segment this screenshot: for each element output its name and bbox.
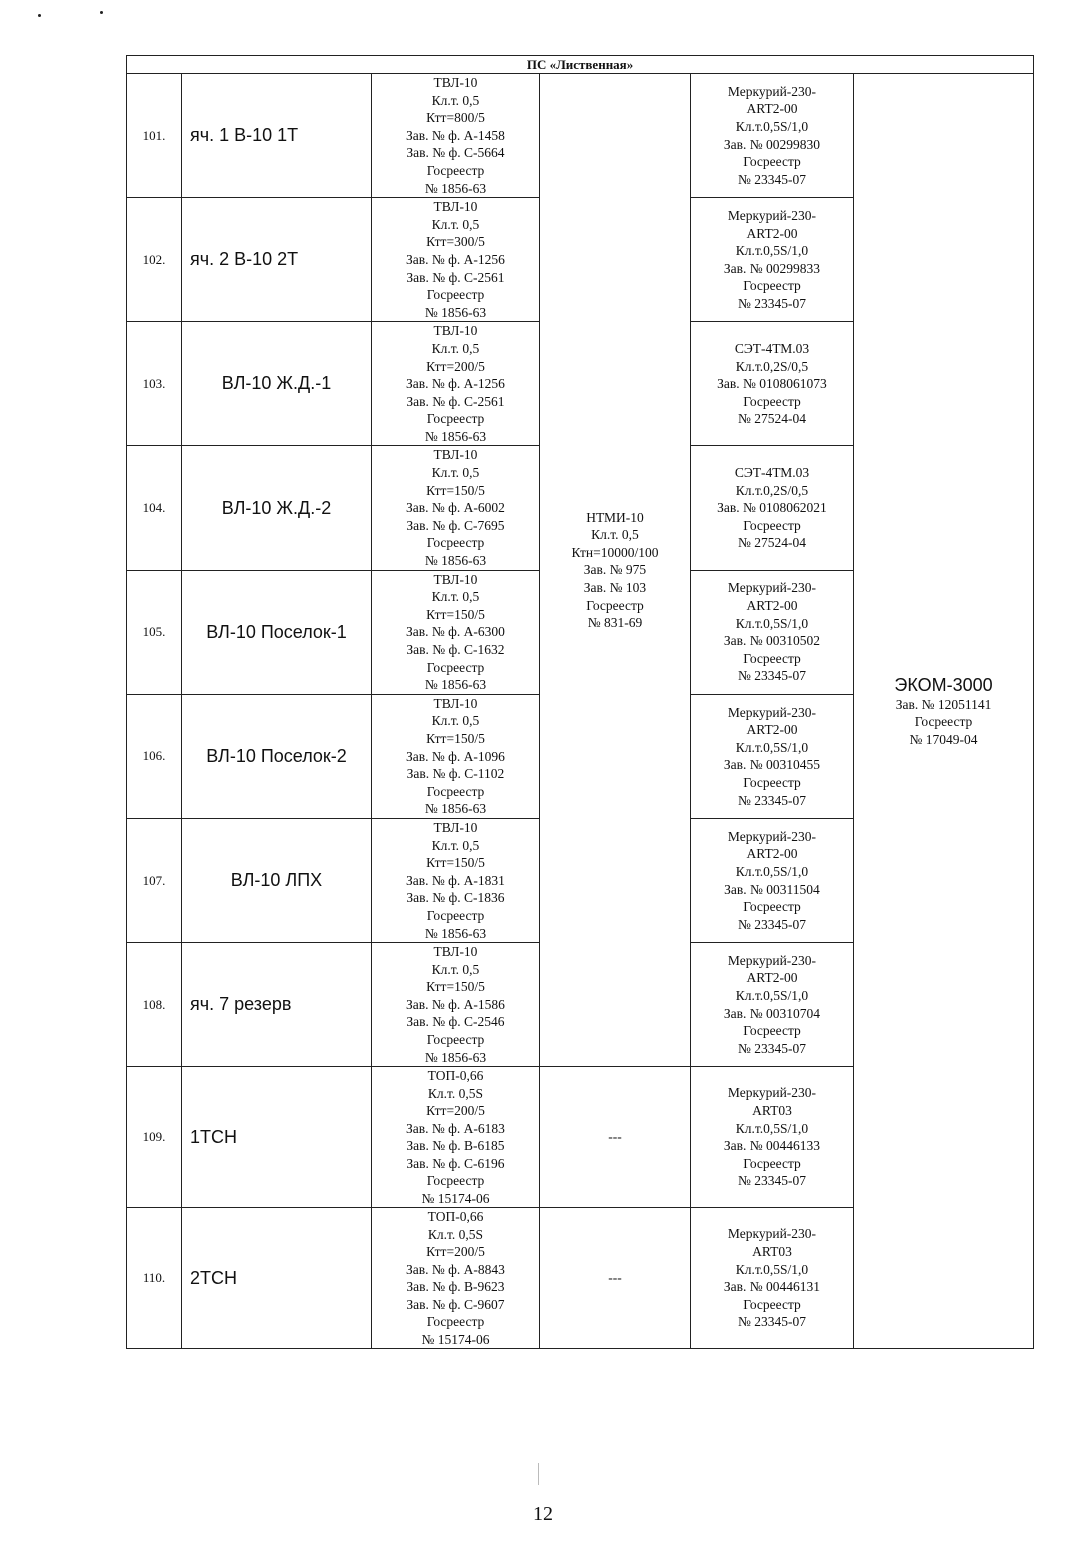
- current-transformer: [372, 446, 540, 570]
- connection-name: ВЛ-10 Поселок-1: [182, 570, 372, 694]
- meter-line: Меркурий-230-: [727, 828, 817, 844]
- ct-line: Госреестр: [426, 1173, 485, 1189]
- current-transformer: [372, 198, 540, 322]
- meter-line: Госреестр: [743, 1023, 801, 1039]
- meter-line: № 23345-07: [737, 792, 806, 808]
- ct-line: Зав. № ф. С-6196: [406, 1155, 505, 1171]
- current-transformer: [372, 570, 540, 694]
- collector-line: Зав. № 12051141: [895, 696, 992, 712]
- vt-line: № 831-69: [587, 615, 643, 631]
- ct-line: Ктт=150/5: [426, 606, 485, 622]
- row-number: 101.: [127, 74, 182, 198]
- ct-line: № 1856-63: [424, 1049, 487, 1065]
- vt-line: Зав. № 975: [583, 562, 647, 578]
- current-transformer: [372, 943, 540, 1067]
- ct-line: № 1856-63: [424, 677, 487, 693]
- ct-line: Зав. № ф. С-2546: [406, 1014, 505, 1030]
- ct-line: Кл.т. 0,5S: [427, 1226, 484, 1242]
- ct-line: Госреестр: [426, 162, 485, 178]
- connection-name: 2ТСН: [182, 1208, 372, 1349]
- current-transformer: [372, 818, 540, 942]
- meter-line: Зав. № 00310455: [723, 757, 821, 773]
- ct-line: Госреестр: [426, 411, 485, 427]
- ct-line: Зав. № ф. С-1632: [406, 642, 505, 657]
- collector-name: ЭКОМ-3000: [894, 674, 993, 695]
- meter-line: Зав. № 0108061073: [717, 376, 827, 392]
- scan-mark: [538, 1463, 539, 1485]
- ct-line: Ктт=300/5: [426, 234, 485, 250]
- meter-line: ART2-00: [746, 598, 798, 614]
- ct-line: Госреестр: [426, 287, 485, 303]
- meter-line: Меркурий-230-: [727, 83, 817, 99]
- ct-line: ТОП-0,66: [427, 1209, 484, 1225]
- meter-line: Кл.т.0,2S/0,5: [735, 482, 809, 498]
- meter-line: ART03: [752, 1103, 792, 1119]
- collector-line: № 17049-04: [909, 731, 978, 747]
- ct-line: Госреестр: [426, 783, 485, 799]
- ct-line: Кл.т. 0,5: [431, 465, 480, 481]
- ct-line: № 1856-63: [424, 925, 487, 941]
- meter-line: Зав. № 00299830: [723, 136, 821, 152]
- meter-line: Зав. № 00311504: [724, 881, 820, 897]
- connection-name: ВЛ-10 Ж.Д.-1: [182, 322, 372, 446]
- ct-line: № 1856-63: [424, 180, 487, 196]
- current-transformer: [372, 322, 540, 446]
- collector-line: Госреестр: [914, 714, 973, 730]
- row-number: 103.: [127, 322, 182, 446]
- ct-line: № 1856-63: [424, 553, 487, 569]
- ct-line: Кл.т. 0,5: [431, 216, 480, 232]
- connection-name: яч. 1 В-10 1Т: [182, 74, 372, 198]
- meter-line: Зав. № 00446133: [723, 1138, 821, 1154]
- ct-line: Кл.т. 0,5S: [427, 1085, 484, 1101]
- ct-line: ТОП-0,66: [427, 1068, 484, 1084]
- data-collector: [854, 74, 1034, 1349]
- current-transformer: [372, 694, 540, 818]
- ct-line: ТВЛ-10: [433, 571, 478, 587]
- scan-speck: [38, 14, 41, 17]
- ct-line: Кл.т. 0,5: [431, 961, 480, 977]
- meter-line: Госреестр: [743, 650, 801, 666]
- meter-line: ART2-00: [746, 970, 798, 986]
- electricity-meter: [691, 322, 854, 446]
- ct-line: № 15174-06: [421, 1190, 490, 1206]
- connection-name: ВЛ-10 Ж.Д.-2: [182, 446, 372, 570]
- ct-line: Зав. № ф. В-6185: [406, 1138, 505, 1154]
- meter-line: Зав. № 00446131: [723, 1279, 821, 1295]
- meter-line: Госреестр: [743, 1155, 801, 1171]
- electricity-meter: [691, 694, 854, 818]
- ct-line: Зав. № ф. А-8843: [406, 1261, 505, 1277]
- meter-line: Меркурий-230-: [727, 207, 817, 223]
- ct-line: ТВЛ-10: [433, 819, 478, 835]
- electricity-meter: [691, 1208, 854, 1349]
- ct-line: Зав. № ф. А-6300: [406, 624, 505, 640]
- electricity-meter: [691, 74, 854, 198]
- meter-line: Кл.т.0,5S/1,0: [735, 118, 809, 134]
- ct-line: ТВЛ-10: [433, 199, 478, 215]
- ct-line: Зав. № ф. А-1256: [406, 251, 505, 267]
- meter-line: ART2-00: [746, 101, 798, 117]
- meter-line: № 23345-07: [737, 295, 806, 311]
- meter-line: Госреестр: [743, 278, 801, 294]
- ct-line: Ктт=150/5: [426, 855, 485, 871]
- ct-line: Кл.т. 0,5: [431, 837, 480, 853]
- ct-line: № 15174-06: [421, 1331, 490, 1347]
- ct-line: Госреестр: [426, 1032, 485, 1048]
- ct-line: ТВЛ-10: [433, 447, 478, 463]
- row-number: 106.: [127, 694, 182, 818]
- ct-line: Зав. № ф. А-6183: [406, 1120, 505, 1136]
- table-row: [127, 74, 1034, 198]
- ct-line: Зав. № ф. С-5664: [406, 145, 505, 161]
- ct-line: ТВЛ-10: [433, 323, 478, 339]
- scan-speck: [100, 11, 103, 14]
- meter-line: Госреестр: [743, 1296, 801, 1312]
- ct-line: ТВЛ-10: [433, 944, 478, 960]
- connection-name: ВЛ-10 Поселок-2: [182, 694, 372, 818]
- ct-line: Ктт=150/5: [426, 482, 485, 498]
- ct-line: № 1856-63: [424, 304, 487, 320]
- ct-line: Зав. № ф. С-1102: [406, 766, 505, 782]
- electricity-meter: [691, 570, 854, 694]
- meter-line: Кл.т.0,5S/1,0: [735, 615, 809, 631]
- meter-line: Меркурий-230-: [727, 704, 817, 720]
- ct-line: Зав. № ф. С-2561: [406, 269, 505, 285]
- ct-line: Зав. № ф. А-1586: [406, 996, 505, 1012]
- current-transformer: [372, 1208, 540, 1349]
- ct-line: Кл.т. 0,5: [431, 589, 480, 605]
- row-number: 104.: [127, 446, 182, 570]
- ct-line: Ктт=200/5: [426, 1103, 485, 1119]
- meter-line: Кл.т.0,5S/1,0: [735, 1261, 809, 1277]
- meter-line: СЭТ-4ТМ.03: [734, 465, 810, 481]
- meter-line: Меркурий-230-: [727, 580, 817, 596]
- ct-line: Ктт=150/5: [426, 979, 485, 995]
- meter-line: Зав. № 00299833: [723, 260, 821, 276]
- ct-line: Кл.т. 0,5: [431, 713, 480, 729]
- ct-line: Госреестр: [426, 535, 485, 551]
- electricity-meter: [691, 943, 854, 1067]
- meter-line: Меркурий-230-: [727, 952, 817, 968]
- connection-name: яч. 2 В-10 2Т: [182, 198, 372, 322]
- electricity-meter: [691, 818, 854, 942]
- ct-line: Кл.т. 0,5: [431, 92, 480, 108]
- ct-line: Зав. № ф. С-7695: [406, 517, 505, 533]
- voltage-transformer-none: ---: [540, 1067, 691, 1208]
- ct-line: Зав. № ф. А-1831: [406, 872, 505, 888]
- ct-line: Зав. № ф. А-1096: [406, 748, 505, 764]
- ct-line: Госреестр: [426, 907, 485, 923]
- connection-name: ВЛ-10 ЛПХ: [182, 818, 372, 942]
- meter-line: Меркурий-230-: [727, 1085, 817, 1101]
- connection-name: 1ТСН: [182, 1067, 372, 1208]
- meter-line: ART2-00: [746, 846, 798, 862]
- current-transformer: [372, 74, 540, 198]
- meter-line: № 23345-07: [737, 668, 806, 684]
- voltage-transformer: [540, 74, 691, 1067]
- vt-line: Зав. № 103: [583, 579, 647, 595]
- ct-line: Зав. № ф. С-2561: [406, 393, 505, 409]
- ct-line: Зав. № ф. С-9607: [406, 1296, 505, 1312]
- meter-line: Кл.т.0,2S/0,5: [735, 358, 809, 374]
- row-number: 108.: [127, 943, 182, 1067]
- current-transformer: [372, 1067, 540, 1208]
- meter-line: Госреестр: [743, 774, 801, 790]
- connection-name: яч. 7 резерв: [182, 943, 372, 1067]
- row-number: 105.: [127, 570, 182, 694]
- ct-line: Госреестр: [426, 659, 485, 675]
- meter-line: ART03: [752, 1244, 792, 1260]
- ct-line: Ктт=200/5: [426, 1244, 485, 1260]
- meter-line: № 23345-07: [737, 916, 806, 932]
- meter-line: Меркурий-230-: [727, 1226, 817, 1242]
- row-number: 109.: [127, 1067, 182, 1208]
- meter-line: Кл.т.0,5S/1,0: [735, 243, 809, 259]
- meter-line: Госреестр: [743, 899, 801, 915]
- ct-line: Кл.т. 0,5: [431, 340, 480, 356]
- meter-line: Кл.т.0,5S/1,0: [735, 863, 809, 879]
- meter-line: № 23345-07: [737, 1040, 806, 1056]
- ct-line: Ктт=800/5: [426, 110, 485, 126]
- ct-line: ТВЛ-10: [433, 75, 478, 90]
- metering-table: [126, 55, 1034, 1349]
- meter-line: № 23345-07: [737, 171, 806, 187]
- page-number: 12: [533, 1503, 553, 1525]
- meter-line: Зав. № 00310704: [723, 1005, 821, 1021]
- row-number: 107.: [127, 818, 182, 942]
- meter-line: СЭТ-4ТМ.03: [734, 340, 810, 356]
- vt-line: Кл.т. 0,5: [591, 527, 639, 543]
- meter-line: Кл.т.0,5S/1,0: [735, 988, 809, 1004]
- meter-line: № 23345-07: [737, 1173, 806, 1189]
- meter-line: Госреестр: [743, 393, 801, 409]
- electricity-meter: [691, 198, 854, 322]
- meter-line: ART2-00: [746, 225, 798, 241]
- ct-line: ТВЛ-10: [433, 695, 478, 711]
- ct-line: № 1856-63: [424, 428, 487, 444]
- meter-line: Кл.т.0,5S/1,0: [735, 739, 809, 755]
- meter-line: № 27524-04: [737, 535, 806, 551]
- ct-line: Зав. № ф. А-6002: [406, 500, 505, 516]
- vt-line: Госреестр: [586, 597, 644, 613]
- meter-line: Зав. № 00310502: [723, 633, 821, 649]
- ct-line: Ктт=150/5: [426, 730, 485, 746]
- electricity-meter: [691, 1067, 854, 1208]
- ct-line: № 1856-63: [424, 801, 487, 817]
- ct-line: Зав. № ф. С-1836: [406, 890, 505, 906]
- voltage-transformer-none: ---: [540, 1208, 691, 1349]
- substation-title: ПС «Лиственная»: [127, 56, 1034, 74]
- ct-line: Ктт=200/5: [426, 358, 485, 374]
- vt-line: НТМИ-10: [586, 509, 644, 525]
- meter-line: Зав. № 0108062021: [717, 500, 827, 516]
- meter-line: Кл.т.0,5S/1,0: [735, 1120, 809, 1136]
- meter-line: ART2-00: [746, 722, 798, 738]
- electricity-meter: [691, 446, 854, 570]
- ct-line: Зав. № ф. В-9623: [406, 1279, 505, 1295]
- meter-line: № 27524-04: [737, 411, 806, 427]
- ct-line: Зав. № ф. А-1256: [406, 376, 505, 392]
- ct-line: Зав. № ф. А-1458: [406, 127, 505, 143]
- row-number: 102.: [127, 198, 182, 322]
- meter-line: № 23345-07: [737, 1314, 806, 1330]
- row-number: 110.: [127, 1208, 182, 1349]
- vt-line: Ктн=10000/100: [571, 544, 659, 560]
- meter-line: Госреестр: [743, 154, 801, 170]
- meter-line: Госреестр: [743, 517, 801, 533]
- ct-line: Госреестр: [426, 1314, 485, 1330]
